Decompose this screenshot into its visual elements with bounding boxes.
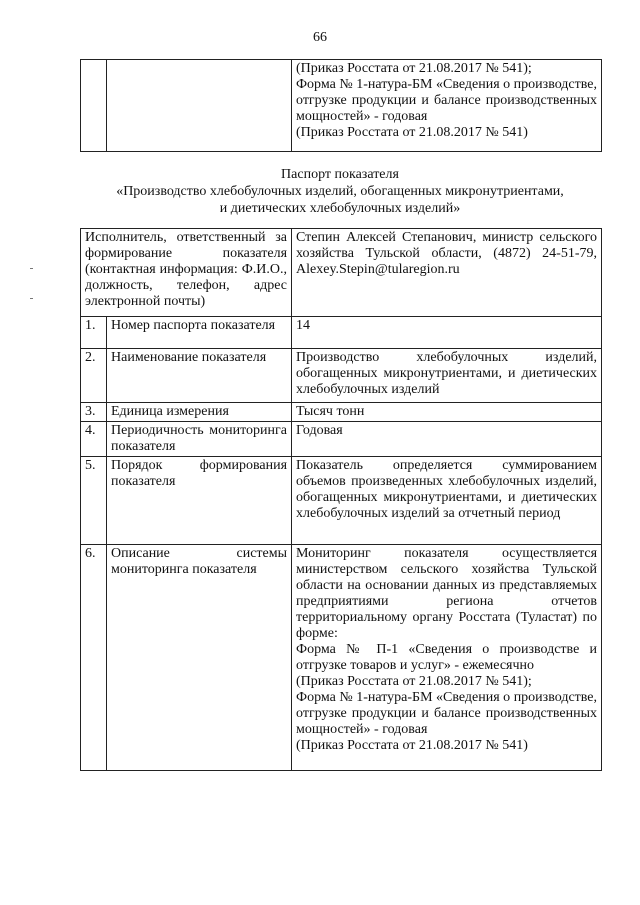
heading-title: Паспорт показателя [281,167,399,182]
row-value: Показатель определяется суммированием объемов произведенных хлебобулочных изделий, обогащенных микронутриентами, и диетических хлебобулочных изделий за отчетный период [292,457,602,545]
row-label: Периодичность мониторинга показателя [107,422,292,457]
row-value: Годовая [292,422,602,457]
value-line: Форма № 1-натура-БМ «Сведения о производстве, отгрузке продукции и балансе производственных мощностей» - годовая [296,77,597,124]
executor-label: Исполнитель, ответственный за формирование показателя (контактная информация: Ф.И.О., должность, телефон, адрес электронной почты) [81,229,292,317]
row-label: Наименование показателя [107,349,292,403]
page-number: 66 [313,30,327,45]
table-row [81,229,602,317]
value-line: (Приказ Росстата от 21.08.2017 № 541) [296,125,528,140]
passport-heading [60,166,620,217]
value-line: Форма № 1-натура-БМ «Сведения о производстве, отгрузке продукции и балансе производственных мощностей» - годовая [296,690,598,737]
value-line: Форма № П-1 «Сведения о производстве и отгрузке товаров и услуг» - ежемесячно [296,642,598,673]
table-row [81,457,602,545]
empty-cell [107,60,292,152]
heading-indicator-name-cont: и диетических хлебобулочных изделий» [219,201,461,216]
row-label: Единица измерения [107,403,292,422]
margin-mark [30,268,33,269]
value-line: Мониторинг показателя осуществляется министерством сельского хозяйства Тульской области на основании данных из представляемых предприятиями региона отчетов территориальному органу Росстата (Туластат) по форме: [296,546,598,641]
table-row [81,545,602,771]
empty-cell [81,60,107,152]
row-number: 1. [81,317,107,349]
row-number: 2. [81,349,107,403]
continuation-table [80,59,602,152]
row-number: 3. [81,403,107,422]
passport-table [80,228,602,771]
row-value: Тысяч тонн [292,403,602,422]
row-number: 5. [81,457,107,545]
value-line: (Приказ Росстата от 21.08.2017 № 541); [296,674,532,689]
table-row [81,403,602,422]
table-row [81,422,602,457]
heading-indicator-name: «Производство хлебобулочных изделий, обогащенных микронутриентами, [116,184,564,199]
row-label: Порядок формирования показателя [107,457,292,545]
table-row [81,317,602,349]
row-label: Описание системы мониторинга показателя [107,545,292,771]
margin-mark [30,298,33,299]
row-number: 4. [81,422,107,457]
continuation-value-cell [292,60,602,152]
executor-value: Степин Алексей Степанович, министр сельского хозяйства Тульской области, (4872) 24-51-79, Alexey.Stepin@tularegion.ru [292,229,602,317]
row-number: 6. [81,545,107,771]
row-value [292,545,602,771]
table-row [81,60,602,152]
row-value: 14 [292,317,602,349]
value-line: (Приказ Росстата от 21.08.2017 № 541) [296,738,528,753]
table-row [81,349,602,403]
row-value: Производство хлебобулочных изделий, обогащенных микронутриентами, и диетических хлебобулочных изделий [292,349,602,403]
value-line: (Приказ Росстата от 21.08.2017 № 541); [296,61,532,76]
row-label: Номер паспорта показателя [107,317,292,349]
